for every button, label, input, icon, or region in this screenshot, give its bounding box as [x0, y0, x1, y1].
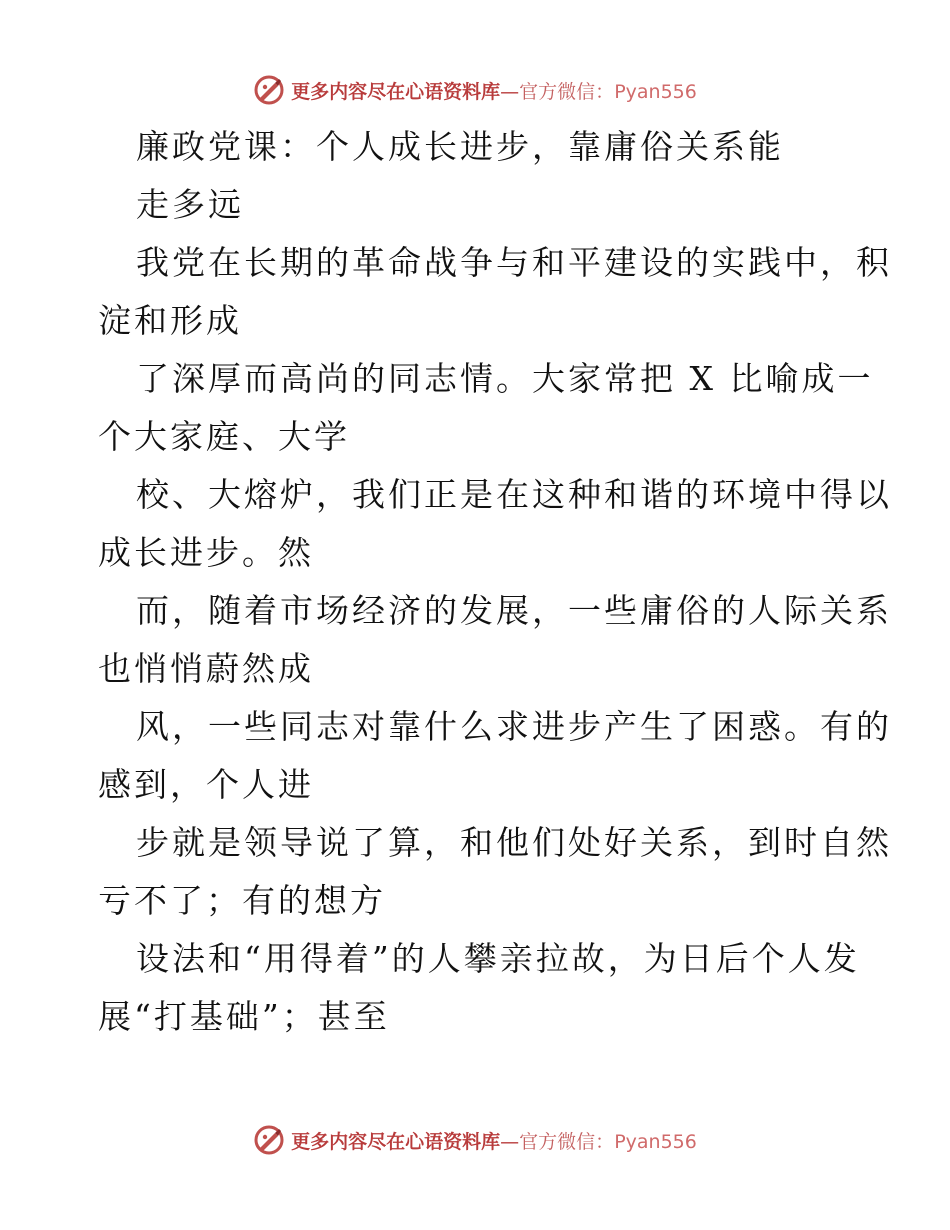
paragraph-line: 设法和“用得着”的人攀亲拉故，为日后个人发	[136, 939, 860, 978]
banner-wechat-label: 官方微信：	[519, 80, 615, 103]
document-body	[98, 118, 892, 1046]
paragraph-line: 成长进步。然	[98, 533, 314, 572]
paragraph-line: 个大家庭、大学	[98, 417, 350, 456]
paragraph-line: 展“打基础”；甚至	[98, 997, 390, 1036]
paragraph-line: 淀和形成	[98, 301, 242, 340]
paragraph-line: 校、大熔炉，我们正是在这种和谐的环境中得以	[136, 475, 892, 514]
header-banner	[0, 70, 950, 110]
paragraph-line: 亏不了；有的想方	[98, 881, 386, 920]
document-title: 廉政党课：个人成长进步，靠庸俗关系能	[136, 127, 784, 166]
logo-icon	[253, 74, 285, 106]
banner-wechat-id: Pyan556	[614, 1130, 697, 1153]
paragraph-line: 也悄悄蔚然成	[98, 649, 314, 688]
banner-text	[291, 77, 697, 104]
paragraph-line: 而，随着市场经济的发展，一些庸俗的人际关系	[136, 591, 892, 630]
paragraph-line: 风，一些同志对靠什么求进步产生了困惑。有的	[136, 707, 892, 746]
paragraph-line: 了深厚而高尚的同志情。大家常把 X 比喻成一	[136, 359, 874, 398]
paragraph-line: 步就是领导说了算，和他们处好关系，到时自然	[136, 823, 892, 862]
paragraph-line: 我党在长期的革命战争与和平建设的实践中，积	[136, 243, 892, 282]
banner-wechat-label: 官方微信：	[519, 1130, 615, 1153]
document-title-cont: 走多远	[136, 185, 244, 224]
footer-banner	[0, 1120, 950, 1160]
banner-dash: —	[500, 1130, 520, 1153]
banner-text	[291, 1127, 697, 1154]
banner-dash: —	[500, 80, 520, 103]
paragraph-line: 感到，个人进	[98, 765, 314, 804]
banner-wechat-id: Pyan556	[614, 80, 697, 103]
banner-site: 更多内容尽在心语资料库	[291, 1130, 501, 1153]
logo-icon	[253, 1124, 285, 1156]
banner-site: 更多内容尽在心语资料库	[291, 80, 501, 103]
